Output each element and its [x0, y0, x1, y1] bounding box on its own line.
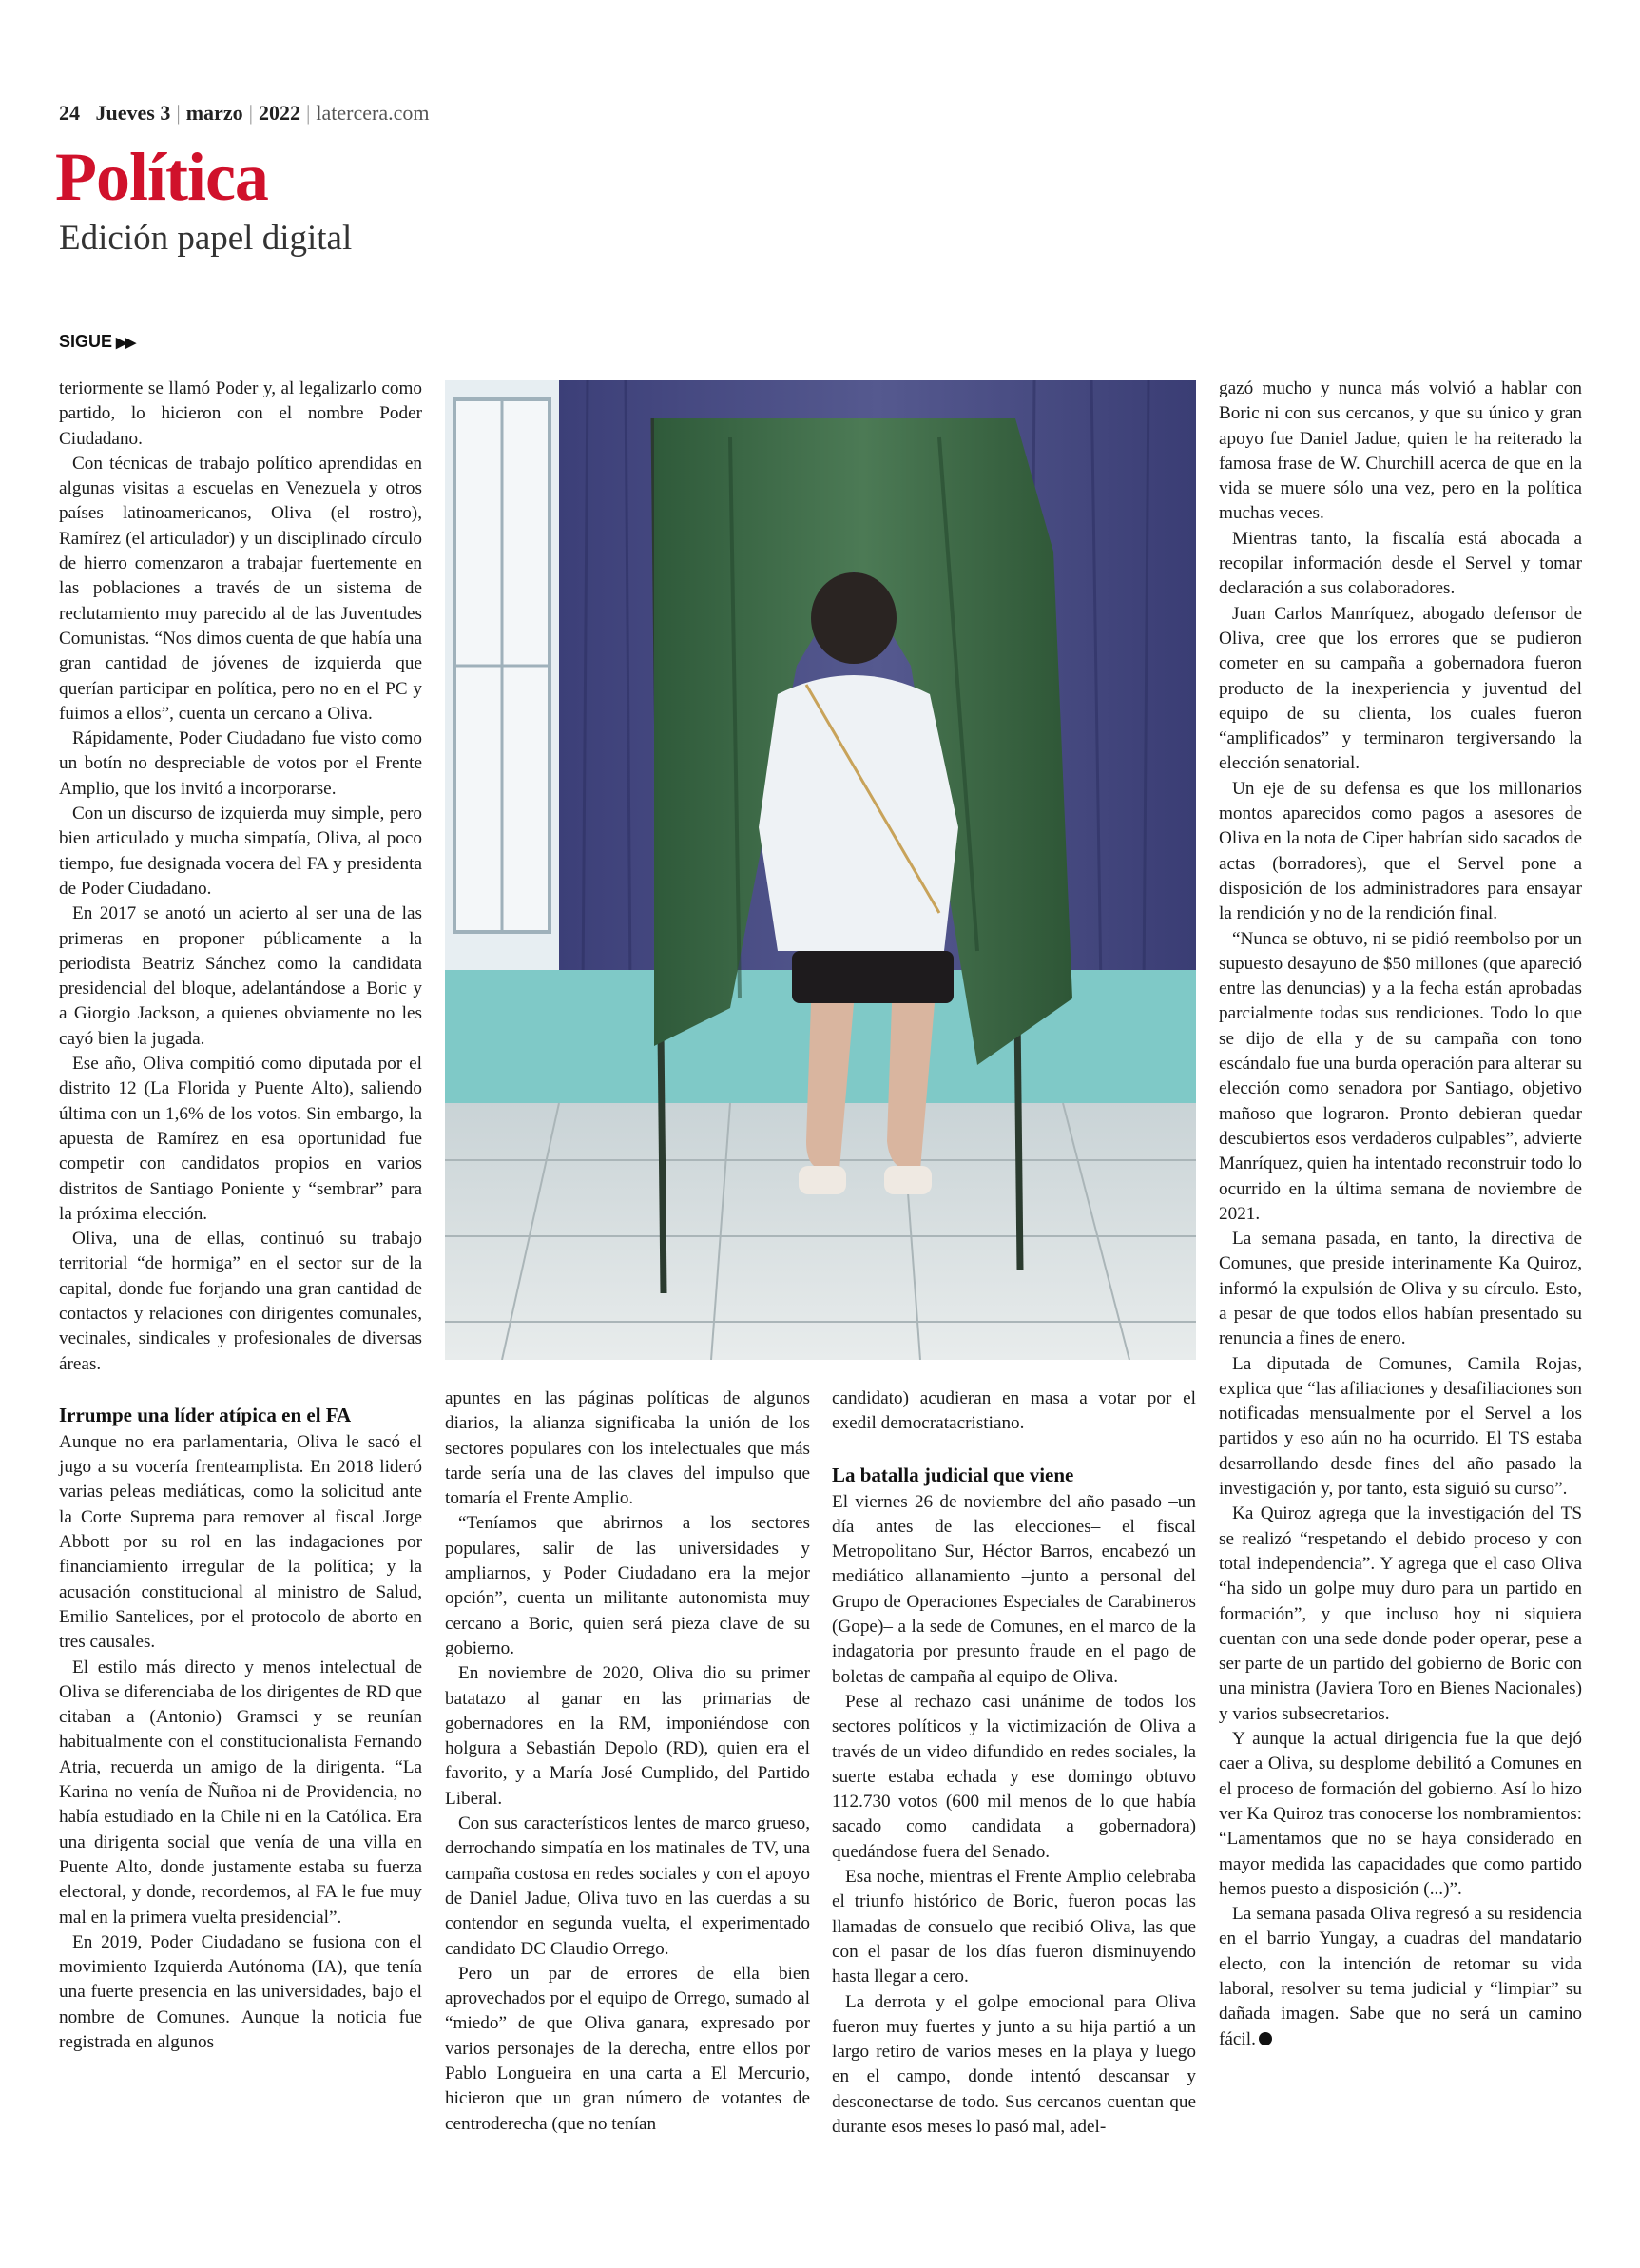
subheading: Irrumpe una líder atípica en el FA: [59, 1403, 352, 1426]
paragraph: Y aunque la actual dirigencia fue la que dejó caer a Oliva, su desplome debilitó a Comunes en el proceso de formación del gobierno. Así lo hizo ver Ka Quiroz tras conocerse los nombramientos: “Lamentamos que no se haya considerado en mayor medida las capacidades que como partido hemos puesto a disposición (...)”.: [1219, 1729, 1582, 1899]
subheading: La batalla judicial que viene: [832, 1463, 1074, 1486]
page-number: 24: [59, 101, 80, 125]
final-paragraph: La semana pasada Oliva regresó a su residencia en el barrio Yungay, a cuadras del mandatario electo, con la intención de retomar su vida laboral, resolver su tema judicial y “limpiar” su dañada imagen. Sabe que no será un camino fácil.: [1219, 1904, 1582, 2049]
paragraph: Con técnicas de trabajo político aprendidas en algunas visitas a escuelas en Venezuela y otros países latinoamericanos, Oliva (el rostro), Ramírez (el articulador) y un disciplinado círculo de hierro comenzaron a trabajar fuertemente en las poblaciones a través de un sistema de reclutamiento muy parecido al de las Juventudes Comunistas. “Nos dimos cuenta de que había una gran cantidad de jóvenes de izquierda que querían participar en política, pero no en el PC y fuimos a ellos”, cuenta un cercano a Oliva.: [59, 453, 422, 724]
paragraph: Con sus característicos lentes de marco grueso, derrochando simpatía en los matinales de TV, una campaña costosa en redes sociales y con el apoyo de Daniel Jadue, Oliva tuvo en las cuerdas a su contendor en segunda vuelta, el experimentado candidato DC Claudio Orrego.: [445, 1813, 810, 1959]
article-column-3: [832, 1386, 1196, 2140]
paragraph: Ese año, Oliva compitió como diputada por el distrito 12 (La Florida y Puente Alto), saliendo última con un 1,6% de los votos. Sin embargo, la apuesta de Ramírez en esa oportunidad fue competir con candidatos propios en varios distritos de Santiago Poniente y “sembrar” para la próxima elección.: [59, 1054, 422, 1224]
paragraph: candidato) acudieran en masa a votar por el exedil democratacristiano.: [832, 1388, 1196, 1434]
continue-label: SIGUE ▶▶: [59, 332, 135, 351]
end-mark-icon: [1259, 2032, 1272, 2045]
paragraph: La derrota y el golpe emocional para Oliva fueron muy fuertes y junto a su hija partió a un largo retiro de varios meses en la playa y luego en el campo, donde intentó descansar y desconectarse de todo. Sus cercanos cuentan que durante esos meses lo pasó mal, adel-: [832, 1991, 1196, 2138]
voting-booth-photo: [445, 380, 1196, 1360]
paragraph: teriormente se llamó Poder y, al legalizarlo como partido, lo hicieron con el nombre Poder Ciudadano.: [59, 378, 422, 449]
page-header: 24 Jueves 3 | marzo | 2022 | latercera.com: [59, 101, 430, 125]
paragraph: Juan Carlos Manríquez, abogado defensor de Oliva, cree que los errores que se pudieron cometer en su campaña a gobernadora fueron producto de la inexperiencia y juventud del equipo de su clienta, los cuales fueron “amplificados” y terminaron tergiversando la elección senatorial.: [1219, 603, 1582, 774]
paragraph: apuntes en las páginas políticas de algunos diarios, la alianza significaba la unión de los sectores populares con los intelectuales que más tarde sería una de las claves del impulso que tomaría el Frente Amplio.: [445, 1388, 810, 1509]
photo-illustration: [445, 380, 1196, 1360]
header-date-day: Jueves 3: [95, 101, 171, 125]
paragraph: Con un discurso de izquierda muy simple, pero bien articulado y mucha simpatía, Oliva, al poco tiempo, fue designada vocera del FA y presidenta de Poder Ciudadano.: [59, 804, 422, 899]
article-column-4: [1219, 377, 1582, 2052]
paragraph: Ka Quiroz agrega que la investigación del TS se realizó “respetando el debido proceso y con total independencia”. Y agrega que el caso Oliva “ha sido un golpe muy duro para un partido en formación”, y que incluso hoy ni siquiera cuentan con una sede donde poder operar, pese a ser parte de un partido del gobierno de Boric con una ministra (Javiera Toro en Bienes Nacionales) y varios subsecretarios.: [1219, 1503, 1582, 1724]
paragraph: La diputada de Comunes, Camila Rojas, explica que “las afiliaciones y desafiliaciones son notificadas mensualmente por el Servel a los partidos y eso aún no ha ocurrido. El TS estaba desarrollando desde fines del año pasado la investigación y, por tanto, esta siguió su curso”.: [1219, 1353, 1582, 1500]
paragraph: En noviembre de 2020, Oliva dio su primer batatazo al ganar en las primarias de gobernadores en la RM, imponiéndose con holgura a Sebastián Depolo (RD), quien era el favorito, y a María José Cumplido, del Partido Liberal.: [445, 1663, 810, 1809]
header-date-month: marzo: [185, 101, 243, 125]
continue-arrows-icon: ▶▶: [116, 335, 135, 351]
section-subtitle: Edición papel digital: [59, 219, 353, 258]
paragraph: Rápidamente, Poder Ciudadano fue visto como un botín no despreciable de votos por el Frente Amplio, que los invitó a incorporarse.: [59, 728, 422, 799]
paragraph: “Nunca se obtuvo, ni se pidió reembolso por un supuesto desayuno de $50 millones (que apareció entre las denuncias) y a la fecha están aprobadas parcialmente todas sus rendiciones. Todo lo que se dijo de ella y de su campaña con tono escándalo fue una burda operación para alterar su elección como senadora por Santiago, objetivo mañoso que lograron. Pronto debieran quedar descubiertos esos verdaderos culpables”, advierte Manríquez, quien ha intentado reconstruir todo lo ocurrido en la última semana de noviembre de 2021.: [1219, 928, 1582, 1224]
paragraph: La semana pasada, en tanto, la directiva de Comunes, que preside interinamente Ka Quiroz, informó la expulsión de Oliva y su círculo. Esto, a pesar de que todos ellos habían presentado su renuncia a fines de enero.: [1219, 1229, 1582, 1349]
paragraph: Mientras tanto, la fiscalía está abocada a recopilar información desde el Servel y tomar declaración a sus colaboradores.: [1219, 528, 1582, 599]
paragraph: Pese al rechazo casi unánime de todos los sectores políticos y la victimización de Oliva a través de un video difundido en redes sociales, la suerte estaba echada y ese domingo obtuvo 112.730 votos (600 mil menos de lo que había sacado como candidata a gobernadora) quedándose fuera del Senado.: [832, 1691, 1196, 1862]
paragraph: Esa noche, mientras el Frente Amplio celebraba el triunfo histórico de Boric, fueron pocas las llamadas de consuelo que recibió Oliva, las que con el pasar de los días fueron disminuyendo hasta llegar a cero.: [832, 1867, 1196, 1987]
paragraph: En 2019, Poder Ciudadano se fusiona con el movimiento Izquierda Autónoma (IA), que tenía una fuerte presencia en las universidades, bajo el nombre de Comunes. Aunque la noticia fue registrada en algunos: [59, 1931, 422, 2052]
paragraph: gazó mucho y nunca más volvió a hablar con Boric ni con sus cercanos, y que su único y gran apoyo fue Daniel Jadue, quien le ha reiterado la famosa frase de W. Churchill acerca de que en la vida se muere sólo una vez, pero en la política muchas veces.: [1219, 378, 1582, 524]
site-link[interactable]: latercera.com: [316, 101, 430, 125]
paragraph: El viernes 26 de noviembre del año pasado –un día antes de las elecciones– el fiscal Metropolitano Sur, Héctor Barros, encabezó un mediático allanamiento –junto a personal del Grupo de Operaciones Especiales de Carabineros (Gope)– a la sede de Comunes, en el marco de la indagatoria por presunto fraude en el pago de boletas de campaña al equipo de Oliva.: [832, 1491, 1196, 1687]
paragraph: En 2017 se anotó un acierto al ser una de las primeras en proponer públicamente a la periodista Beatriz Sánchez como la candidata presidencial del bloque, adelantándose a Boric y a Giorgio Jackson, a quienes obviamente no les cayó bien la jugada.: [59, 903, 422, 1049]
paragraph: Aunque no era parlamentaria, Oliva le sacó el jugo a su vocería frenteamplista. En 2018 lideró varias peleas mediáticas, como la solicitud ante la Corte Suprema para remover al fiscal Jorge Abbott por su rol en las indagaciones por financiamiento irregular de la política; y la acusación constitucional al ministro de Salud, Emilio Santelices, por el protocolo de aborto en tres causales.: [59, 1431, 422, 1653]
paragraph: Pero un par de errores de ella bien aprovechados por el equipo de Orrego, sumado al “miedo” de que Oliva ganara, expresado por varios personajes de la derecha, entre ellos por Pablo Longueira en una carta a El Mercurio, hicieron que un gran número de votantes de centroderecha (que no tenían: [445, 1963, 810, 2134]
paragraph: Oliva, una de ellas, continuó su trabajo territorial “de hormiga” en el sector sur de la capital, donde fue forjando una gran cantidad de contactos y relaciones con dirigentes comunales, vecinales, sindicales y profesionales de diversas áreas.: [59, 1229, 422, 1374]
paragraph: “Teníamos que abrirnos a los sectores populares, salir de las universidades y ampliarnos, y Poder Ciudadano era la mejor opción”, cuenta un militante autonomista muy cercano a Boric, quien será pieza clave de su gobierno.: [445, 1513, 810, 1658]
section-title: Política: [55, 139, 268, 215]
paragraph: El estilo más directo y menos intelectual de Oliva se diferenciaba de los dirigentes de RD que citaban a (Antonio) Gramsci y se reunían habitualmente con el constitucionalista Fernando Atria, recuerda un amigo de la dirigenta. “La Karina no venía de Ñuñoa ni de Providencia, no había estudiado en la Chile ni en la Católica. Era una dirigenta social que venía de una villa en Puente Alto, donde justamente estaba su fuerza electoral, y donde, recordemos, al FA le fue muy mal en la primera vuelta presidencial”.: [59, 1657, 422, 1928]
paragraph: Un eje de su defensa es que los millonarios montos aparecidos como pagos a asesores de Oliva en la nota de Ciper habrían sido sacados de actas (borradores), que el Servel pone a disposición de los administradores para ensayar la rendición y no de la rendición final.: [1219, 778, 1582, 924]
article-column-1: [59, 377, 422, 2055]
article-column-2: [445, 1386, 810, 2137]
header-date-year: 2022: [259, 101, 300, 125]
